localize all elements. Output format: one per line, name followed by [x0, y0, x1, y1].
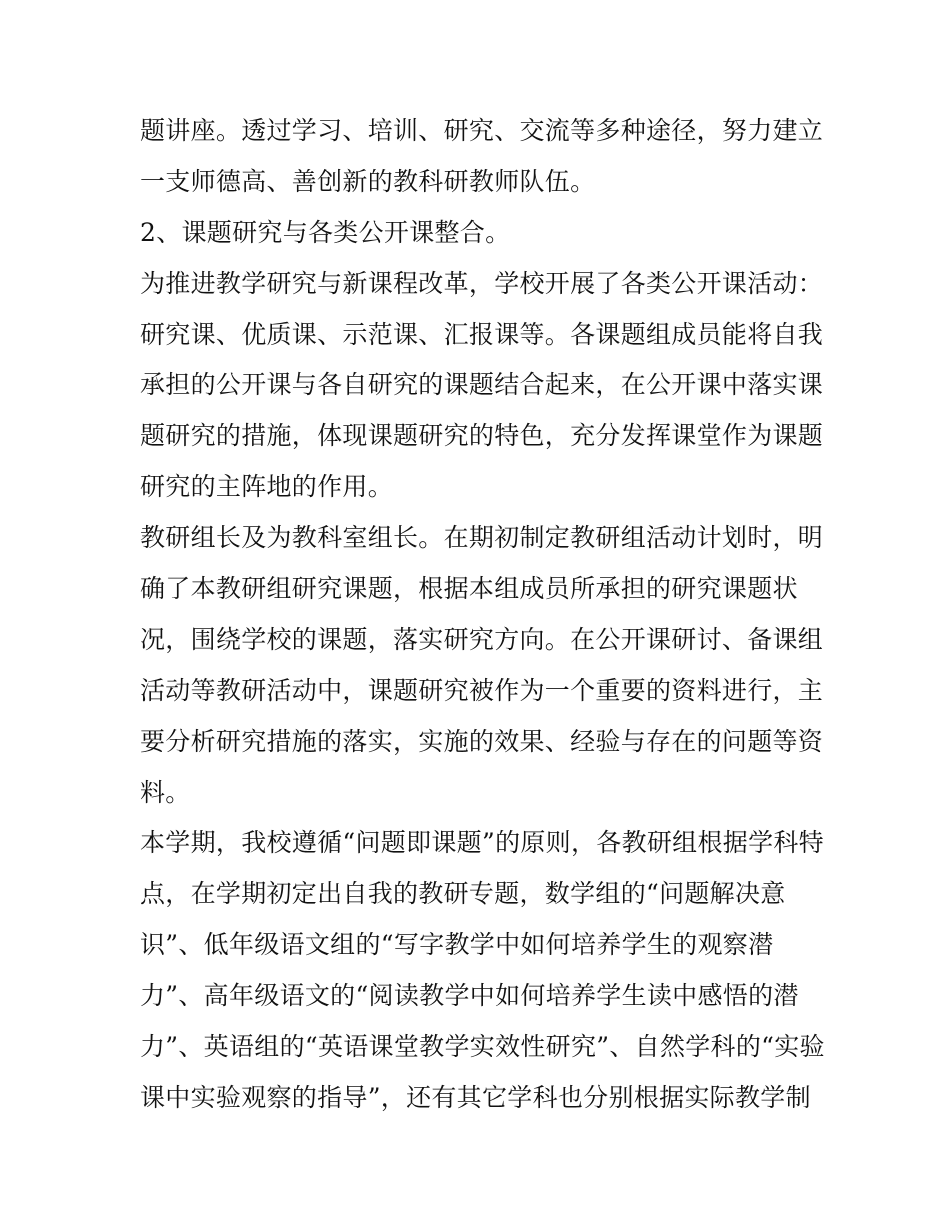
- text-line: 题研究的措施，体现课题研究的特色，充分发挥课堂作为课题: [140, 421, 824, 451]
- text-line: 教研组长及为教科室组长。在期初制定教研组活动计划时，明: [140, 523, 824, 553]
- text-line: 题讲座。透过学习、培训、研究、交流等多种途径，努力建立: [140, 116, 824, 145]
- text-line: 力”、高年级语文的“阅读教学中如何培养学生读中感悟的潜: [140, 981, 799, 1011]
- text-line: 料。: [140, 777, 191, 807]
- text-line: 况，围绕学校的课题，落实研究方向。在公开课研讨、备课组: [140, 624, 824, 654]
- text-line: 点，在学期初定出自我的教研专题，数学组的“问题解决意: [140, 879, 786, 909]
- text-line: 为推进教学研究与新课程改革，学校开展了各类公开课活动：: [140, 268, 824, 298]
- text-line: 要分析研究措施的落实，实施的效果、经验与存在的问题等资: [140, 726, 824, 756]
- text-line: 研究课、优质课、示范课、汇报课等。各课题组成员能将自我: [140, 319, 824, 349]
- text-line: 研究的主阵地的作用。: [140, 472, 394, 502]
- text-line: 一支师德高、善创新的教科研教师队伍。: [140, 166, 596, 196]
- text-line: 本学期，我校遵循“问题即课题”的原则，各教研组根据学科特: [140, 828, 824, 858]
- text-line: 活动等教研活动中，课题研究被作为一个重要的资料进行，主: [140, 675, 824, 705]
- text-line: 力”、英语组的“英语课堂教学实效性研究”、自然学科的“实验: [140, 1032, 825, 1062]
- text-line: 2、课题研究与各类公开课整合。: [140, 217, 511, 247]
- text-line: 课中实验观察的指导”，还有其它学科也分别根据实际教学制: [140, 1082, 811, 1112]
- text-line: 承担的公开课与各自研究的课题结合起来，在公开课中落实课: [140, 370, 824, 400]
- document-body: [140, 106, 825, 1124]
- text-line: 确了本教研组研究课题，根据本组成员所承担的研究课题状: [140, 574, 798, 604]
- text-line: 识”、低年级语文组的“写字教学中如何培养学生的观察潜: [140, 930, 774, 960]
